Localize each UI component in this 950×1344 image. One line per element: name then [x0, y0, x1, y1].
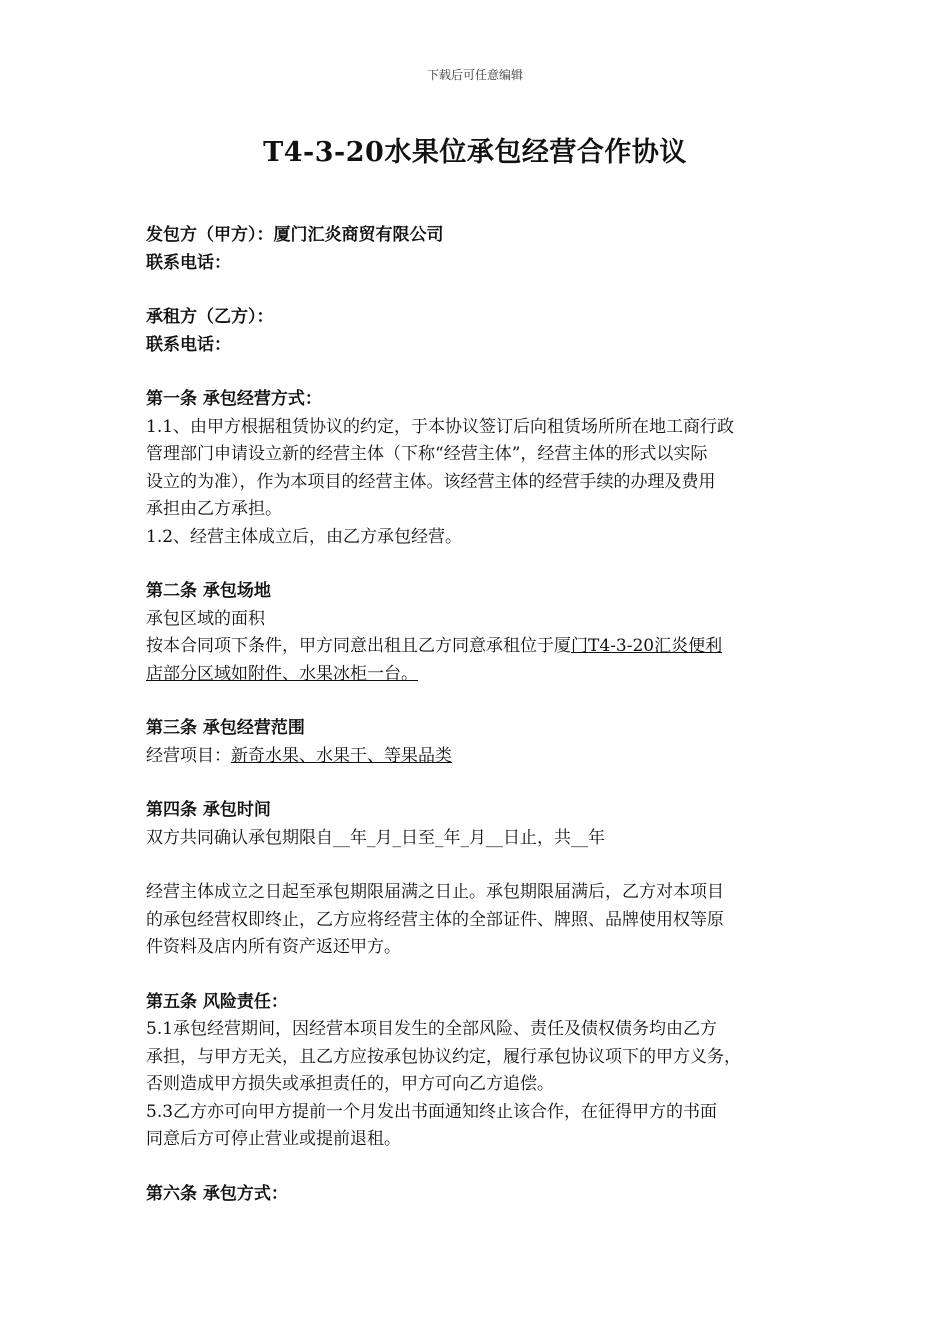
party-a-phone: 联系电话： [146, 252, 231, 273]
party-a-line [146, 222, 818, 250]
article-2-location-prefix: 按本合同项下条件，甲方同意出租且乙方同意承租位于厦 [146, 636, 571, 656]
article-1-line: 承担由乙方承担。 [146, 499, 282, 519]
article-5-line: 承担，与甲方无关，且乙方应按承包协议约定，履行承包协议项下的甲方义务， [146, 1046, 741, 1067]
article-1-heading: 第一条 承包经营方式： [146, 389, 322, 409]
article-5-line: 5.1承包经营期间，因经营本项目发生的全部风险、责任及债权债务均由乙方 [146, 1019, 718, 1039]
article-2-line-3 [146, 661, 818, 689]
article-1-line: 设立的为准），作为本项目的经营主体。该经营主体的经营手续的办理及费用 [146, 471, 716, 492]
page-header-note: 下载后可任意编辑 [426, 68, 523, 82]
article-6-heading: 第六条 承包方式： [146, 1183, 288, 1204]
article-1-line: 管理部门申请设立新的经营主体（下称“经营主体”，经营主体的形式以实际 [146, 444, 708, 464]
party-a-label: 发包方（甲方）： [146, 225, 274, 245]
document-title: T4-3-20水果位承包经营合作协议 [263, 137, 687, 168]
party-b-line: 承租方（乙方）： [146, 307, 274, 327]
article-4-period: 双方共同确认承包期限自__年_月_日至_年_月__日止，共__年 [146, 827, 605, 848]
party-a-name: 厦门汇炎商贸有限公司 [273, 225, 444, 245]
article-1-para-2: 1.2、经营主体成立后，由乙方承包经营。 [146, 526, 463, 547]
article-1-line: 1.1、由甲方根据租赁协议的约定，于本协议签订后向租赁场所所在地工商行政 [146, 416, 735, 437]
article-2-line-1: 承包区域的面积 [146, 608, 265, 629]
document-body [146, 222, 818, 1208]
article-5-line: 同意后方可停止营业或提前退租。 [146, 1129, 401, 1149]
article-2-line-2 [146, 633, 818, 661]
article-2-location-underlined: 门T4-3-20汇炎便利 [571, 636, 723, 656]
article-4-line: 经营主体成立之日起至承包期限届满之日止。承包期限届满后，乙方对本项目 [146, 882, 724, 902]
article-3-scope: 新奇水果、水果干、等果品类 [231, 745, 452, 766]
article-3-prefix: 经营项目： [146, 745, 231, 766]
article-3-heading: 第三条 承包经营范围 [146, 718, 305, 738]
article-4-heading: 第四条 承包时间 [146, 800, 271, 820]
article-2-location-underlined-2: 店部分区域如附件、水果冰柜一台。 [146, 663, 418, 684]
article-4-line: 件资料及店内所有资产返还甲方。 [146, 937, 401, 957]
article-5-heading: 第五条 风险责任： [146, 991, 288, 1012]
article-3-scope-line [146, 743, 818, 771]
article-4-line: 的承包经营权即终止，乙方应将经营主体的全部证件、牌照、品牌使用权等原 [146, 909, 724, 930]
article-5-line: 否则造成甲方损失或承担责任的，甲方可向乙方追偿。 [146, 1074, 554, 1094]
party-b-phone: 联系电话： [146, 334, 231, 355]
article-5-line: 5.3乙方亦可向甲方提前一个月发出书面通知终止该合作，在征得甲方的书面 [146, 1101, 718, 1122]
article-2-heading: 第二条 承包场地 [146, 581, 271, 601]
